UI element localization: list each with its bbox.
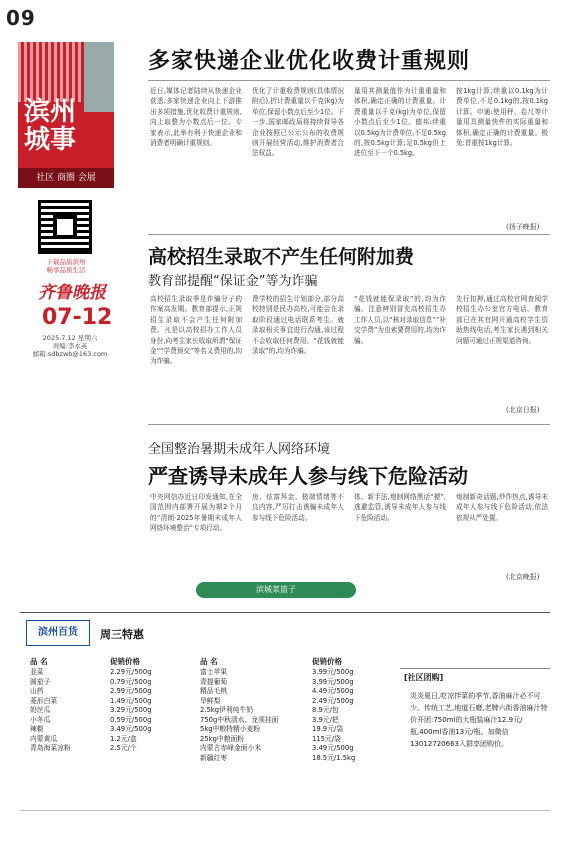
product-name: 富士苹果 xyxy=(200,668,228,676)
edition-email: 邮箱:sdbzwb@163.com xyxy=(32,350,108,358)
article1-source: (扬子晚报) xyxy=(506,223,540,231)
product-price: 2.49元/500g xyxy=(312,696,354,705)
product-price: 115元/袋 xyxy=(312,734,341,743)
product-name: 韭菜 xyxy=(30,668,44,676)
store-logo: 滨州百货 xyxy=(26,620,90,646)
product-name: 750g中秋清水、龙须挂面 xyxy=(200,715,279,724)
product-price: 3.49元/500g xyxy=(110,725,152,733)
article2-source: (北京日报) xyxy=(506,406,540,414)
group-buy-text: 炎炎夏日,吃凉拌菜的季节,香油麻汁必不可少。传统工艺,地道石磨,老牌六街香油麻汁特价开团:750ml的大瓶装麻汁12.9元/瓶,400ml香油13元/瓶。加微信13012720663入群享团购价。 xyxy=(410,692,548,748)
product-price: 1.49元/500g xyxy=(110,696,152,705)
product-price: 18.5元/1.5kg xyxy=(312,753,356,762)
table-header: 促销价格 xyxy=(312,657,342,666)
section-subtitle: 社区 商圈 会展 xyxy=(18,168,114,188)
article2-headline: 高校招生录取不产生任何附加费 xyxy=(148,246,415,268)
article1-col3: 量用其测量值作为计重重量和体积,确定正确的计费重量。计费重量以千克(kg)为单位,保留小数点后至少1位。德邦:续重以0.5kg为计费单位,不足0.5kg的,按0.5kg计算;足0.5kg但上进位至下一个0.5kg。 xyxy=(354,87,446,158)
article1-col2: 优化了计重收费规则(具体情况附后),折计费重量以千克(kg)为单位,保留小数点后至少1位。下一步,国家邮政局将持续督导各企业按照已公示公布的收费规则开展经营活动,维护消费者合法权益。 xyxy=(252,87,344,158)
product-name: 小冬瓜 xyxy=(30,715,51,724)
product-price: 3.49元/500g xyxy=(312,744,354,752)
paper-logo: 齐鲁晚报 xyxy=(38,283,106,303)
product-price: 3.99元/500g xyxy=(312,677,354,686)
divider xyxy=(20,810,550,811)
price-col-name-left xyxy=(30,656,100,754)
product-name: 奶丝瓜 xyxy=(30,706,51,714)
product-price: 4.49元/500g xyxy=(312,687,354,695)
group-buy-title: [社区团购] xyxy=(404,673,444,682)
product-name: 青提葡萄 xyxy=(200,677,228,686)
product-price: 0.79元/500g xyxy=(110,677,152,686)
article1-headline: 多家快递企业优化收费计重规则 xyxy=(148,48,471,74)
product-price: 3.99元/500g xyxy=(312,668,354,676)
divider xyxy=(148,424,550,425)
product-price: 2.29元/500g xyxy=(110,668,152,676)
article3-col2: 房、炫富拜金、极端情绪等不良内容,严厉打击诱骗未成年人参与线下危险活动。 xyxy=(252,493,344,522)
qr-code[interactable] xyxy=(38,200,92,254)
page-number: 09 xyxy=(6,6,36,30)
product-price: 8.9元/包 xyxy=(312,706,339,714)
product-price: 3.29元/500g xyxy=(110,706,152,714)
article2-col3: “花钱就能保录取”的,均为诈骗。注意辨别冒充高校招生办工作人员,以“核对录取信息”“补交学费”为由索要费用的,均为诈骗。 xyxy=(354,295,446,345)
article2-subheadline: 教育部提醒“保证金”等为诈骗 xyxy=(148,274,318,289)
section-title: 滨州城事 xyxy=(24,97,77,155)
product-name: 2.5kg伊利纯牛奶 xyxy=(200,706,254,714)
product-name: 25kg中粮面粉 xyxy=(200,734,245,743)
product-name: 青岛海菜凉粉 xyxy=(30,744,71,752)
product-name: 新疆红枣 xyxy=(200,753,228,762)
article3-col3: 体、新手法,炮制网络黑话“梗”,逃避监管,诱导未成年人参与线下危险活动。 xyxy=(354,493,446,522)
product-name: 内蒙古赤峰金面小米 xyxy=(200,744,262,752)
table-header: 促销价格 xyxy=(110,657,140,666)
product-price: 3.9元/把 xyxy=(312,715,339,724)
product-price: 2.5元/个 xyxy=(110,744,137,752)
article3-source: (北京晚报) xyxy=(506,573,540,581)
product-name: 5kg中粮特精小麦粉 xyxy=(200,725,261,733)
masthead-photo xyxy=(84,42,114,112)
divider xyxy=(20,612,550,613)
price-col-price-right xyxy=(312,656,392,763)
article3-kicker: 全国整治暑期未成年人网络环境 xyxy=(148,442,331,457)
table-header: 品 名 xyxy=(200,657,218,666)
article1-col4: 按1kg计算;续重以0.1kg为计费单位,不足0.1kg的,按0.1kg计算。申通:使用秤、卷尺等计量用具测量快件的实际重量和体积,确定正确的计费重量。极兔:首重按1kg计算。 xyxy=(456,87,548,148)
product-price: 19.9元/袋 xyxy=(312,725,344,733)
product-price: 0.59元/500g xyxy=(110,715,152,724)
section-banner: 滨城菜篮子 xyxy=(196,582,356,598)
article3-col4: 炮制新奇话题,炒作热点,诱导未成年人参与线下危险活动,依法依规从严处置。 xyxy=(456,493,548,522)
article2-col2: 费学校的招生计划部分,部分高校特别是民办高校,可能会在录取阶段通过电话联系考生。就录取相关事宜进行沟通,该过程不会收取任何费用。“花钱就能录取”的,均为诈骗。 xyxy=(252,295,344,356)
product-price: 1.2元/盒 xyxy=(110,734,137,743)
edition-date: 07-12 xyxy=(42,305,113,330)
article2-col1: 高校招生录取季是诈骗分子的作案高发期。教育部提示,正规招生录取不会产生任何附加费。凡是以高校招办工作人员身份,向考生家长收取所谓“保证金”“学费预交”等名义费用的,均为诈骗。 xyxy=(150,295,242,366)
price-col-name-right xyxy=(200,656,300,763)
divider xyxy=(148,234,550,235)
product-name: 旱鲜梨 xyxy=(200,696,221,705)
edition-editor: 责编:李永英 xyxy=(52,342,88,350)
edition-date-line: 2025.7.12 星期六 xyxy=(42,334,98,342)
qr-caption: 下载品质滨州 畅享品质生活 xyxy=(46,258,86,274)
product-name: 山药 xyxy=(30,687,44,695)
masthead xyxy=(18,42,114,188)
article3-headline: 严查诱导未成年人参与线下危险活动 xyxy=(148,464,468,488)
product-name: 精品毛桃 xyxy=(200,687,228,695)
product-name: 圆茄子 xyxy=(30,677,51,686)
product-name: 辣椒 xyxy=(30,725,44,733)
table-header: 品 名 xyxy=(30,657,48,666)
article2-col4: 先行扣押,通过高校官网查阅学校招生办公室官方电话。教育部已在其官网开通高校学生资助热线电话,考生家长遇到相关问题可通过正规渠道咨询。 xyxy=(456,295,548,345)
product-name: 内蒙黄瓜 xyxy=(30,734,58,743)
article3-col1: 中央网信办近日印发通知,在全国范围内部署开展为期2个月的“清朗·2025年暑期未成年人网络环境整治”专项行动。 xyxy=(150,493,242,533)
article1-col1: 近日,媒体记者陆续从快递企业获悉,多家快递企业向上下游推出多项措施,优化收费计重规则,向上取整为小数点后一位。专家表示,此举有利于快递企业和消费者明确计重规则。 xyxy=(150,87,242,148)
divider xyxy=(148,80,550,81)
product-name: 菱形白菜 xyxy=(30,696,58,705)
store-title: 周三特惠 xyxy=(100,628,144,641)
edition-info xyxy=(20,334,120,358)
price-col-price-left xyxy=(110,656,190,754)
product-price: 2.99元/500g xyxy=(110,687,152,695)
